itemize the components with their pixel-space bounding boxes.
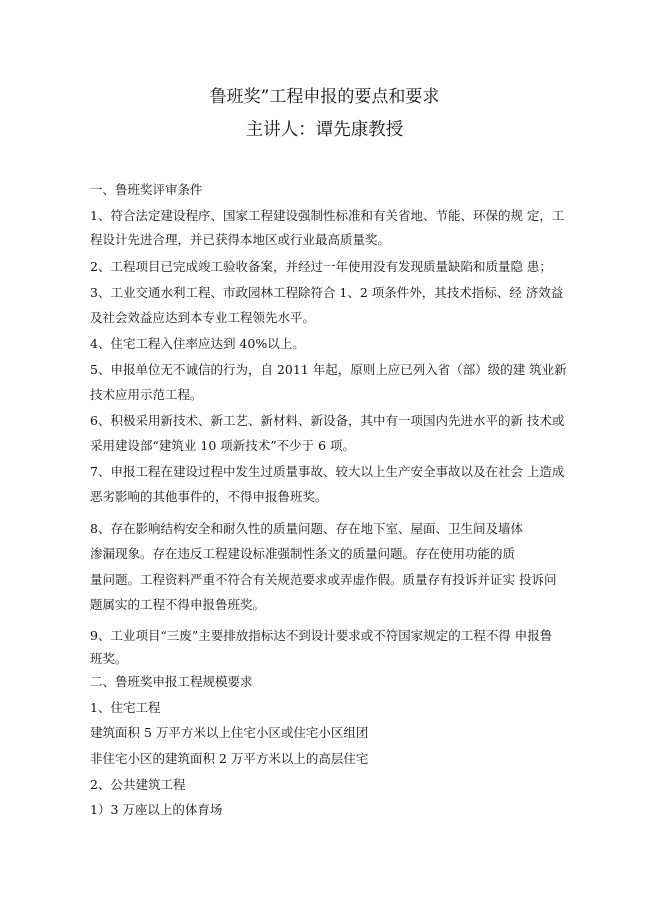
body-line: 恶劣影响的其他事件的，不得申报鲁班奖。 [90,489,328,504]
body-line: 1、符合法定建设程序、国家工程建设强制性标准和有关省地、节能、环保的规 定，工 [90,208,565,223]
document-title: 鲁班奖”工程申报的要点和要求 [209,87,440,107]
body-line: 量问题。工程资料严重不符合有关规范要求或弄虚作假。质量存有投诉并证实 投诉问 [90,572,557,587]
section-heading-1: 一、鲁班奖评审条件 [90,182,203,197]
body-line: 技术应用示范工程。 [90,387,203,402]
body-line: 9、工业项目“三废”主要排放指标达不到设计要求或不符国家规定的工程不得 申报鲁 [90,628,553,643]
body-line: 程设计先进合理，并已获得本地区或行业最高质量奖。 [90,232,391,247]
speaker-line: 主讲人：谭先康教授 [245,120,404,140]
body-line: 3、工业交通水利工程、市政园林工程除符合 1、2 项条件外，其技术指标、经 济效益 [90,285,564,300]
subsection-heading: 1、住宅工程 [90,700,161,715]
body-line: 2、工程项目已完成竣工验收备案，并经过一年使用没有发现质量缺陷和质量隐 患； [90,259,552,274]
body-line: 及社会效益应达到本专业工程领先水平。 [90,310,316,325]
body-line: 采用建设部“建筑业 10 项新技术”不少于 6 项。 [90,438,356,453]
body-line: 8、存在影响结构安全和耐久性的质量问题、存在地下室、屋面、卫生间及墙体 [90,521,523,536]
body-line: 7、申报工程在建设过程中发生过质量事故、较大以上生产安全事故以及在社会 上造成 [90,464,565,479]
body-line: 1）3 万座以上的体育场 [90,802,223,817]
body-line: 建筑面积 5 万平方米以上住宅小区或住宅小区组团 [90,725,369,740]
subsection-heading: 2、公共建筑工程 [90,777,186,792]
body-line: 班奖。 [90,651,128,666]
body-line: 题属实的工程不得申报鲁班奖。 [90,597,266,612]
body-line: 6、积极采用新技术、新工艺、新材料、新设备，其中有一项国内先进水平的新 技术或 [90,413,565,428]
body-line: 非住宅小区的建筑面积 2 万平方米以上的高层住宅 [90,751,369,766]
section-heading-2: 二、鲁班奖申报工程规模要求 [90,674,253,689]
body-line: 4、住宅工程入住率应达到 40%以上。 [90,336,305,351]
body-line: 渗漏现象。存在违反工程建设标准强制性条文的质量问题。存在使用功能的质 [90,546,516,561]
body-line: 5、申报单位无不诚信的行为，自 2011 年起，原则上应已列入省（部）级的建 筑业新 [90,362,567,377]
